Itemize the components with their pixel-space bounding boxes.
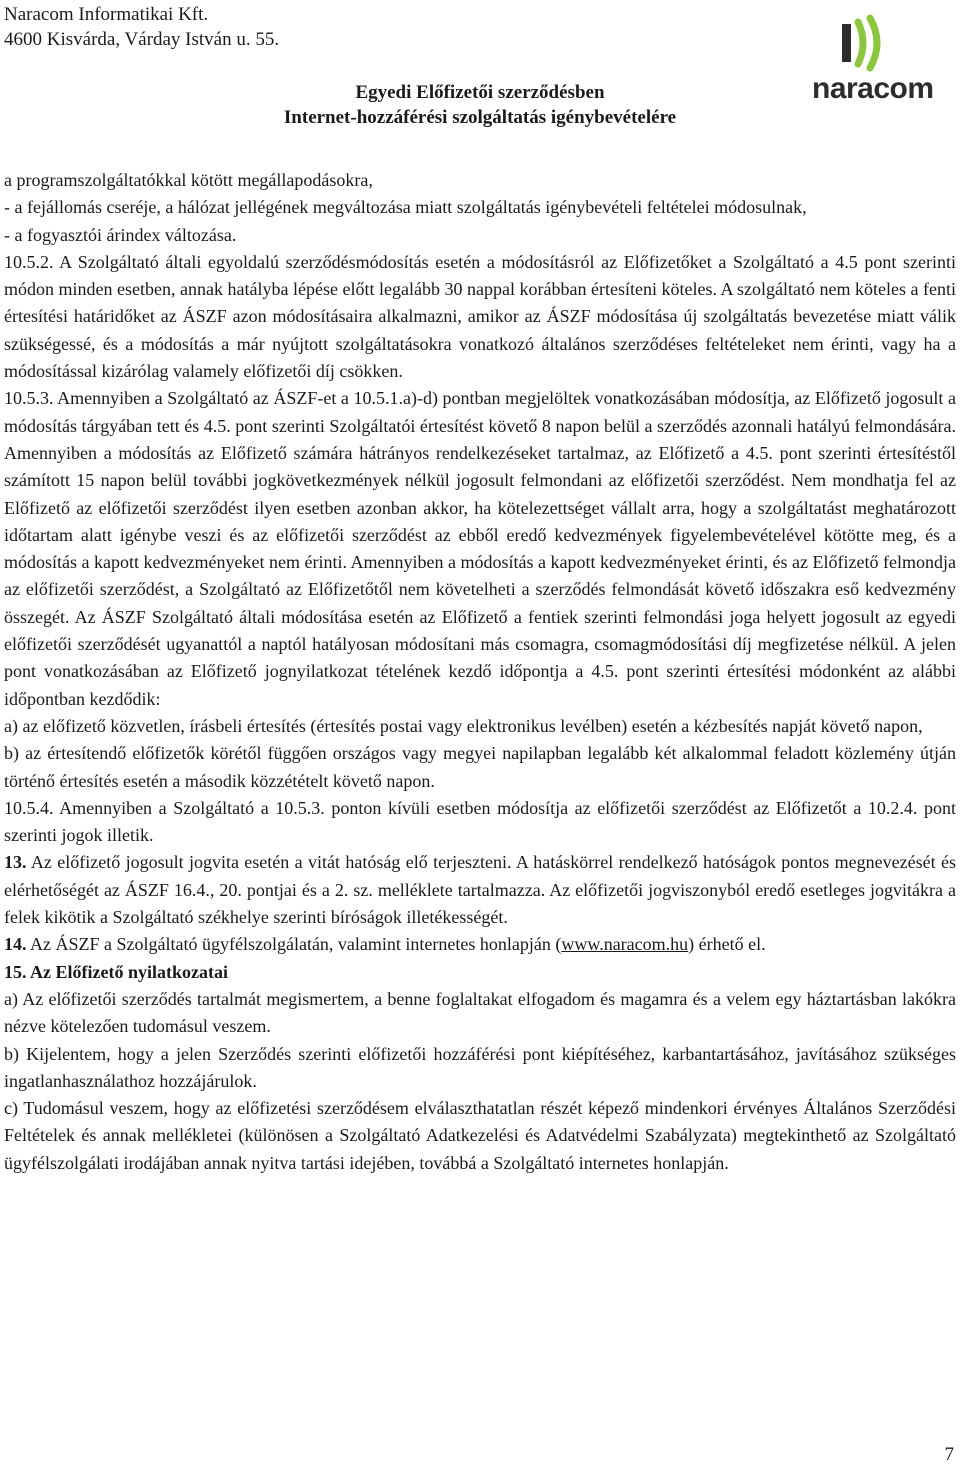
section-14 — [4, 931, 956, 958]
section-15-b: b) Kijelentem, hogy a jelen Szerződés szerinti előfizetői hozzáférési pont kiépítéséhez, karbantartásához, javításához szükséges ingatlanhasználathoz hozzájárulok. — [4, 1043, 956, 1091]
naracom-logo — [806, 14, 932, 106]
website-link[interactable]: www.naracom.hu — [561, 934, 689, 955]
paragraph-10-5-3-b: b) az értesítendő előfizetők körétől függően országos vagy megyei napilapban legalább két alkalommal feladott közlemény útján történő értesítés esetén a második közzétételt követő napon. — [4, 743, 956, 791]
paragraph: - a fogyasztói árindex változása. — [4, 224, 237, 245]
section-13-text: Az előfizető jogosult jogvita esetén a vitát hatóság elő terjeszteni. A hatáskörrel rendelkező hatóságok pontos megnevezését és elérhetőségét az ÁSZF 16.4., 20. pontjai és a 2. sz. melléklete tartalmazza. Az előfizetői jogviszonyból eredő esetleges jogvitákra a felek kikötik a Szolgáltató székhelye szerinti bíróságok illetékességét. — [4, 852, 956, 928]
paragraph-10-5-2: 10.5.2. A Szolgáltató általi egyoldalú szerződésmódosítás esetén a módosításról az Előfizetőket a Szolgáltató a 4.5 pont szerinti módon minden esetben, annak hatályba lépése előtt legalább 30 nappal korábban értesíteni köteles. A szolgáltató nem köteles a fenti értesítési határidőket az ÁSZF azon módosításaira alkalmazni, amikor az ÁSZF módosítása új szolgáltatás bevezetése miatt válik szükségessé, és a módosítás a már nyújtott szolgáltatásokra vonatkozó általános szerződéses feltételeket nem érinti, vagy ha a módosítással kizárólag valamely előfizetői díj csökken. — [4, 251, 956, 382]
section-14-number: 14. — [4, 934, 27, 955]
company-info — [4, 2, 279, 52]
section-15-title: 15. Az Előfizető nyilatkozatai — [4, 961, 228, 982]
logo-text: naracom — [812, 72, 934, 105]
section-14-text: Az ÁSZF a Szolgáltató ügyfélszolgálatán, valamint internetes honlapján ( — [26, 934, 562, 955]
section-14-text-end: ) érhető el. — [688, 934, 766, 955]
page-number: 7 — [944, 1444, 954, 1465]
paragraph-10-5-3: 10.5.3. Amennyiben a Szolgáltató az ÁSZF-et a 10.5.1.a)-d) pontban megjelöltek vonatkozásában módosítja, az Előfizető jogosult a módosítás tárgyában tett és 4.5. pont szerinti Szolgáltatói értesítést követő 8 napon belül a szerződés azonnali hatályú felmondására. Amennyiben a módosítás az Előfizető számára hátrányos rendelkezéseket tartalmaz, az Előfizető a 4.5. pont szerinti értesítéstől számított 15 napon belül további jogkövetkezmények nélkül jogosult felmondani az előfizetői szerződést. Nem mondhatja fel az Előfizető az előfizetői szerződést ilyen esetben azonban akkor, ha kötelezettséget vállalt arra, hogy a szolgáltatást meghatározott időtartam alatt igénybe veszi és az előfizetői szerződést az ebből eredő kedvezmények figyelembevételével kötötte meg, és a módosítás a kapott kedvezményeket nem érinti. Amennyiben a módosítás a kapott kedvezményeket érinti, és az Előfizető felmondja az előfizetői szerződést, a Szolgáltató az Előfizetőtől nem követelheti a szerződés felmondását követő időszakra eső kedvezmény összegét. Az ÁSZF Szolgáltató általi módosítása esetén az Előfizető a fentiek szerinti felmondási joga helyett jogosult az egyedi előfizetői szerződését ugyanattól a naptól hatályosan módosítani más csomagra, csomagmódosítási díj megfizetése nélkül. A jelen pont vonatkozásában az Előfizető jognyilatkozat tételének kezdő időpontja a 4.5. pont szerinti értesítési módonként az alábbi időpontban kezdődik: — [4, 388, 956, 709]
document-title-line1: Egyedi Előfizetői szerződésben — [355, 82, 605, 103]
document-body — [4, 167, 956, 1177]
paragraph-10-5-4: 10.5.4. Amennyiben a Szolgáltató a 10.5.3. ponton kívüli esetben módosítja az előfizetői szerződést az Előfizetőt a 10.2.4. pont szerinti jogok illetik. — [4, 797, 956, 846]
section-15-c: c) Tudomásul veszem, hogy az előfizetési szerződésem elválaszthatatlan részét képező mindenkori érvényes Általános Szerződési Feltételek és annak mellékletei (különösen a Szolgáltató Adatkezelési és Adatvédelmi Szabályzata) megtekinthető az Szolgáltató ügyfélszolgálati irodájában annak nyitva tartási idejében, továbbá a Szolgáltató internetes honlapján. — [4, 1098, 956, 1173]
section-15-heading — [4, 959, 956, 986]
document-title — [210, 80, 750, 130]
section-13 — [4, 849, 956, 931]
naracom-signal-logo-icon — [806, 14, 932, 74]
document-title-line2: Internet-hozzáférési szolgáltatás igénybevételére — [283, 107, 677, 128]
company-name: Naracom Informatikai Kft. — [4, 4, 209, 25]
paragraph: a programszolgáltatókkal kötött megállapodásokra, — [4, 170, 373, 190]
section-15-a: a) Az előfizetői szerződés tartalmát megismertem, a benne foglaltakat elfogadom és magamra és a velem egy háztartásban lakókra nézve kötelezően tudomásul veszem. — [4, 988, 956, 1037]
company-address: 4600 Kisvárda, Várday István u. 55. — [4, 29, 280, 50]
section-13-number: 13. — [4, 852, 27, 873]
paragraph-10-5-3-a: a) az előfizető közvetlen, írásbeli értesítés (értesítés postai vagy elektronikus levélben) esetén a kézbesítés napját követő napon, — [4, 715, 923, 736]
paragraph: - a fejállomás cseréje, a hálózat jellégének megváltozása miatt szolgáltatás igénybevételi feltételei módosulnak, — [4, 197, 807, 218]
